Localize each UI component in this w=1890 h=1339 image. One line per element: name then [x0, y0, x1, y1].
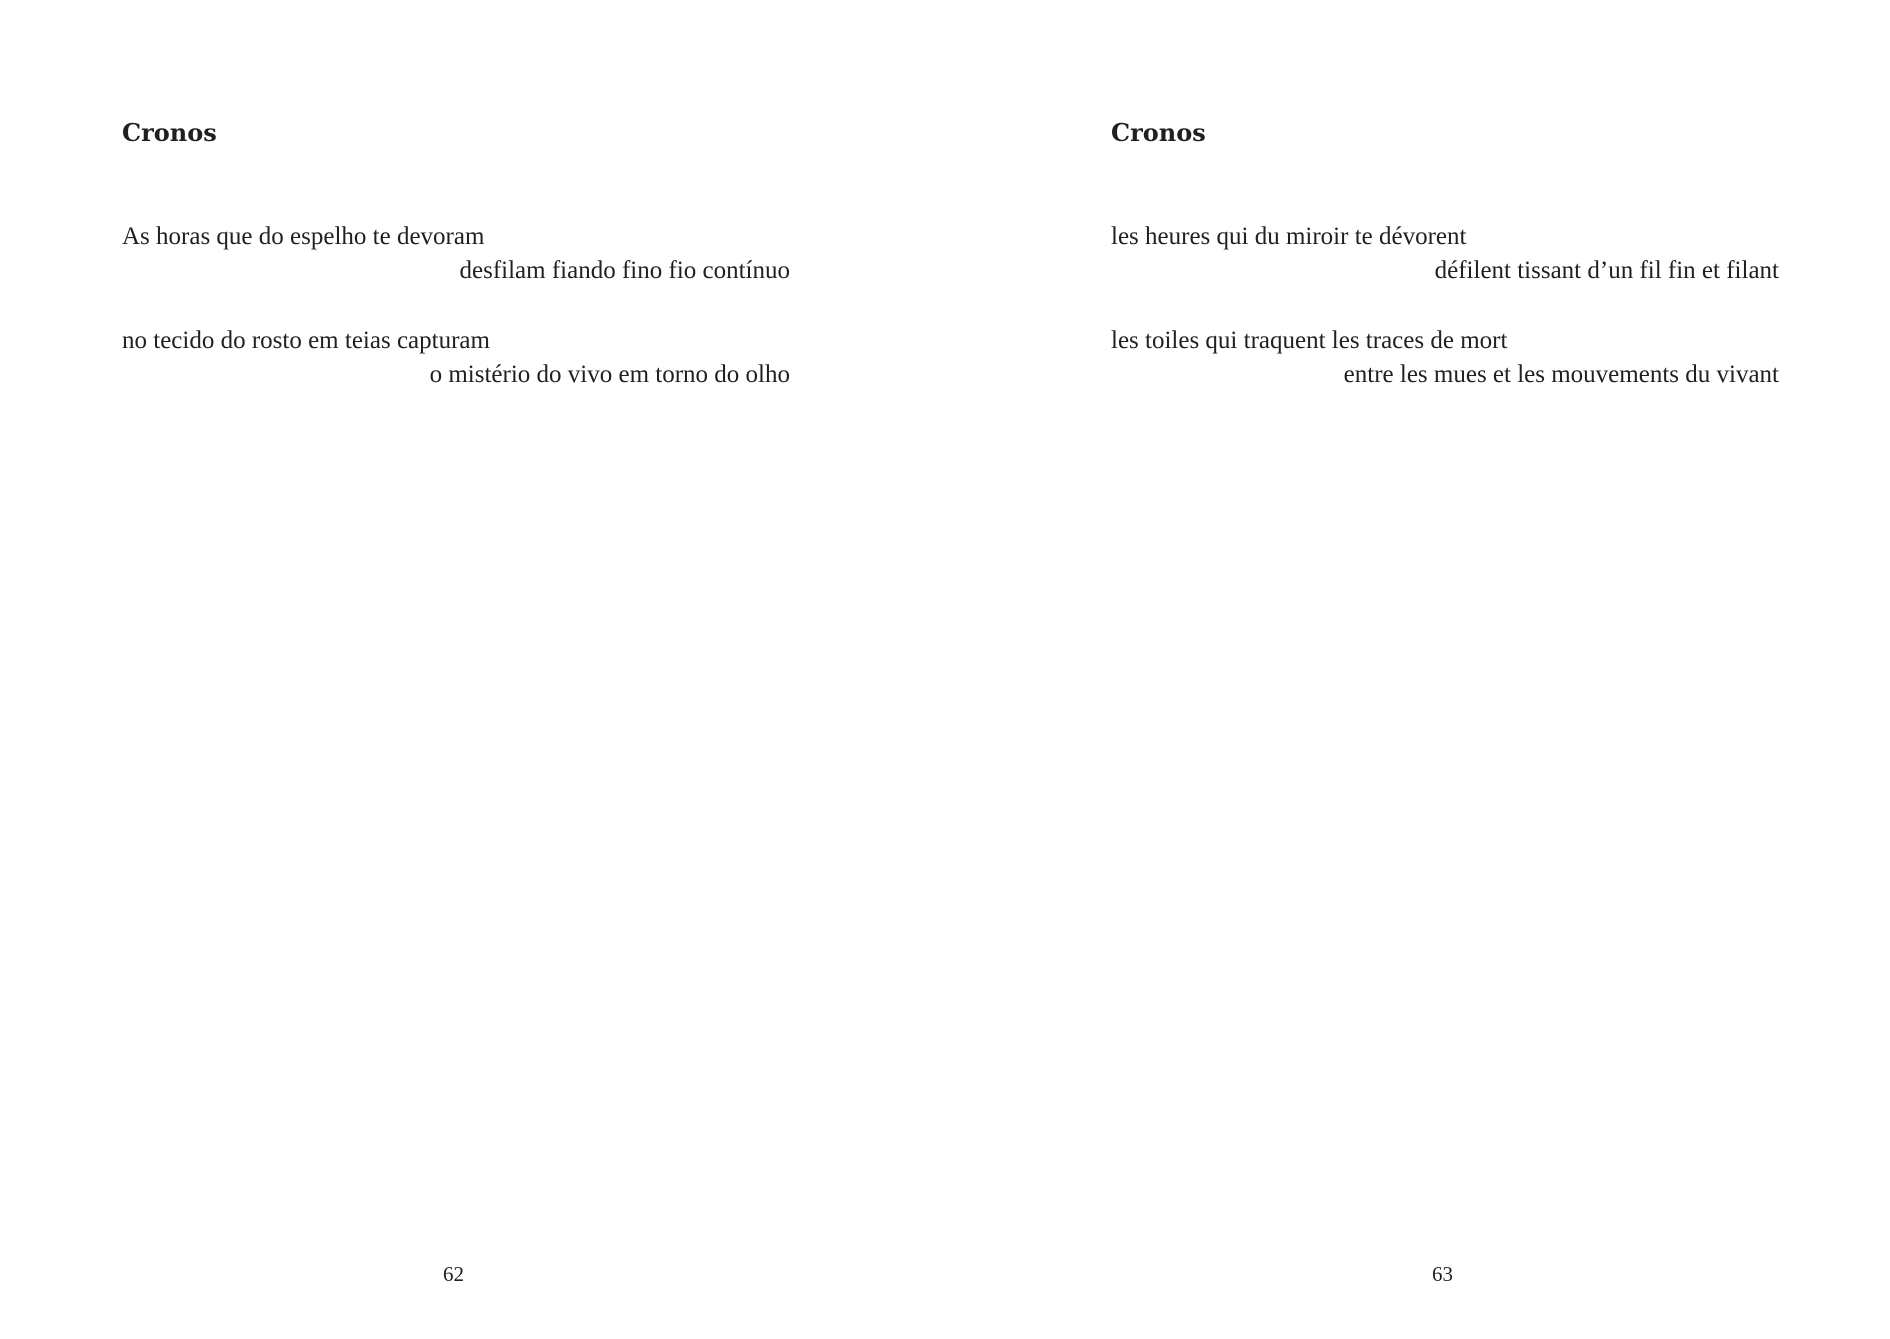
poem-line: les toiles qui traquent les traces de mort	[1111, 327, 1508, 354]
poem-title: Cronos	[122, 118, 217, 147]
right-page	[989, 0, 1890, 1339]
stanza	[122, 220, 790, 288]
poem-title: Cronos	[1111, 118, 1206, 147]
poem-line: no tecido do rosto em teias capturam	[122, 327, 490, 354]
poem-line-indented: défilent tissant d’un fil fin et filant	[1434, 257, 1779, 284]
poem-line-indented: desfilam fiando fino fio contínuo	[459, 257, 790, 284]
poem-line-indented: o mistério do vivo em torno do olho	[429, 361, 790, 388]
stanza	[122, 324, 790, 392]
poem-line-indented: entre les mues et les mouvements du vivant	[1343, 361, 1779, 388]
page-number: 62	[443, 1262, 464, 1286]
poem-line: les heures qui du miroir te dévorent	[1111, 223, 1467, 250]
page-number: 63	[1432, 1262, 1453, 1286]
poem-body	[122, 220, 790, 428]
stanza	[1111, 324, 1779, 392]
stanza	[1111, 220, 1779, 288]
poem-body	[1111, 220, 1779, 428]
poem-line: As horas que do espelho te devoram	[122, 223, 485, 250]
